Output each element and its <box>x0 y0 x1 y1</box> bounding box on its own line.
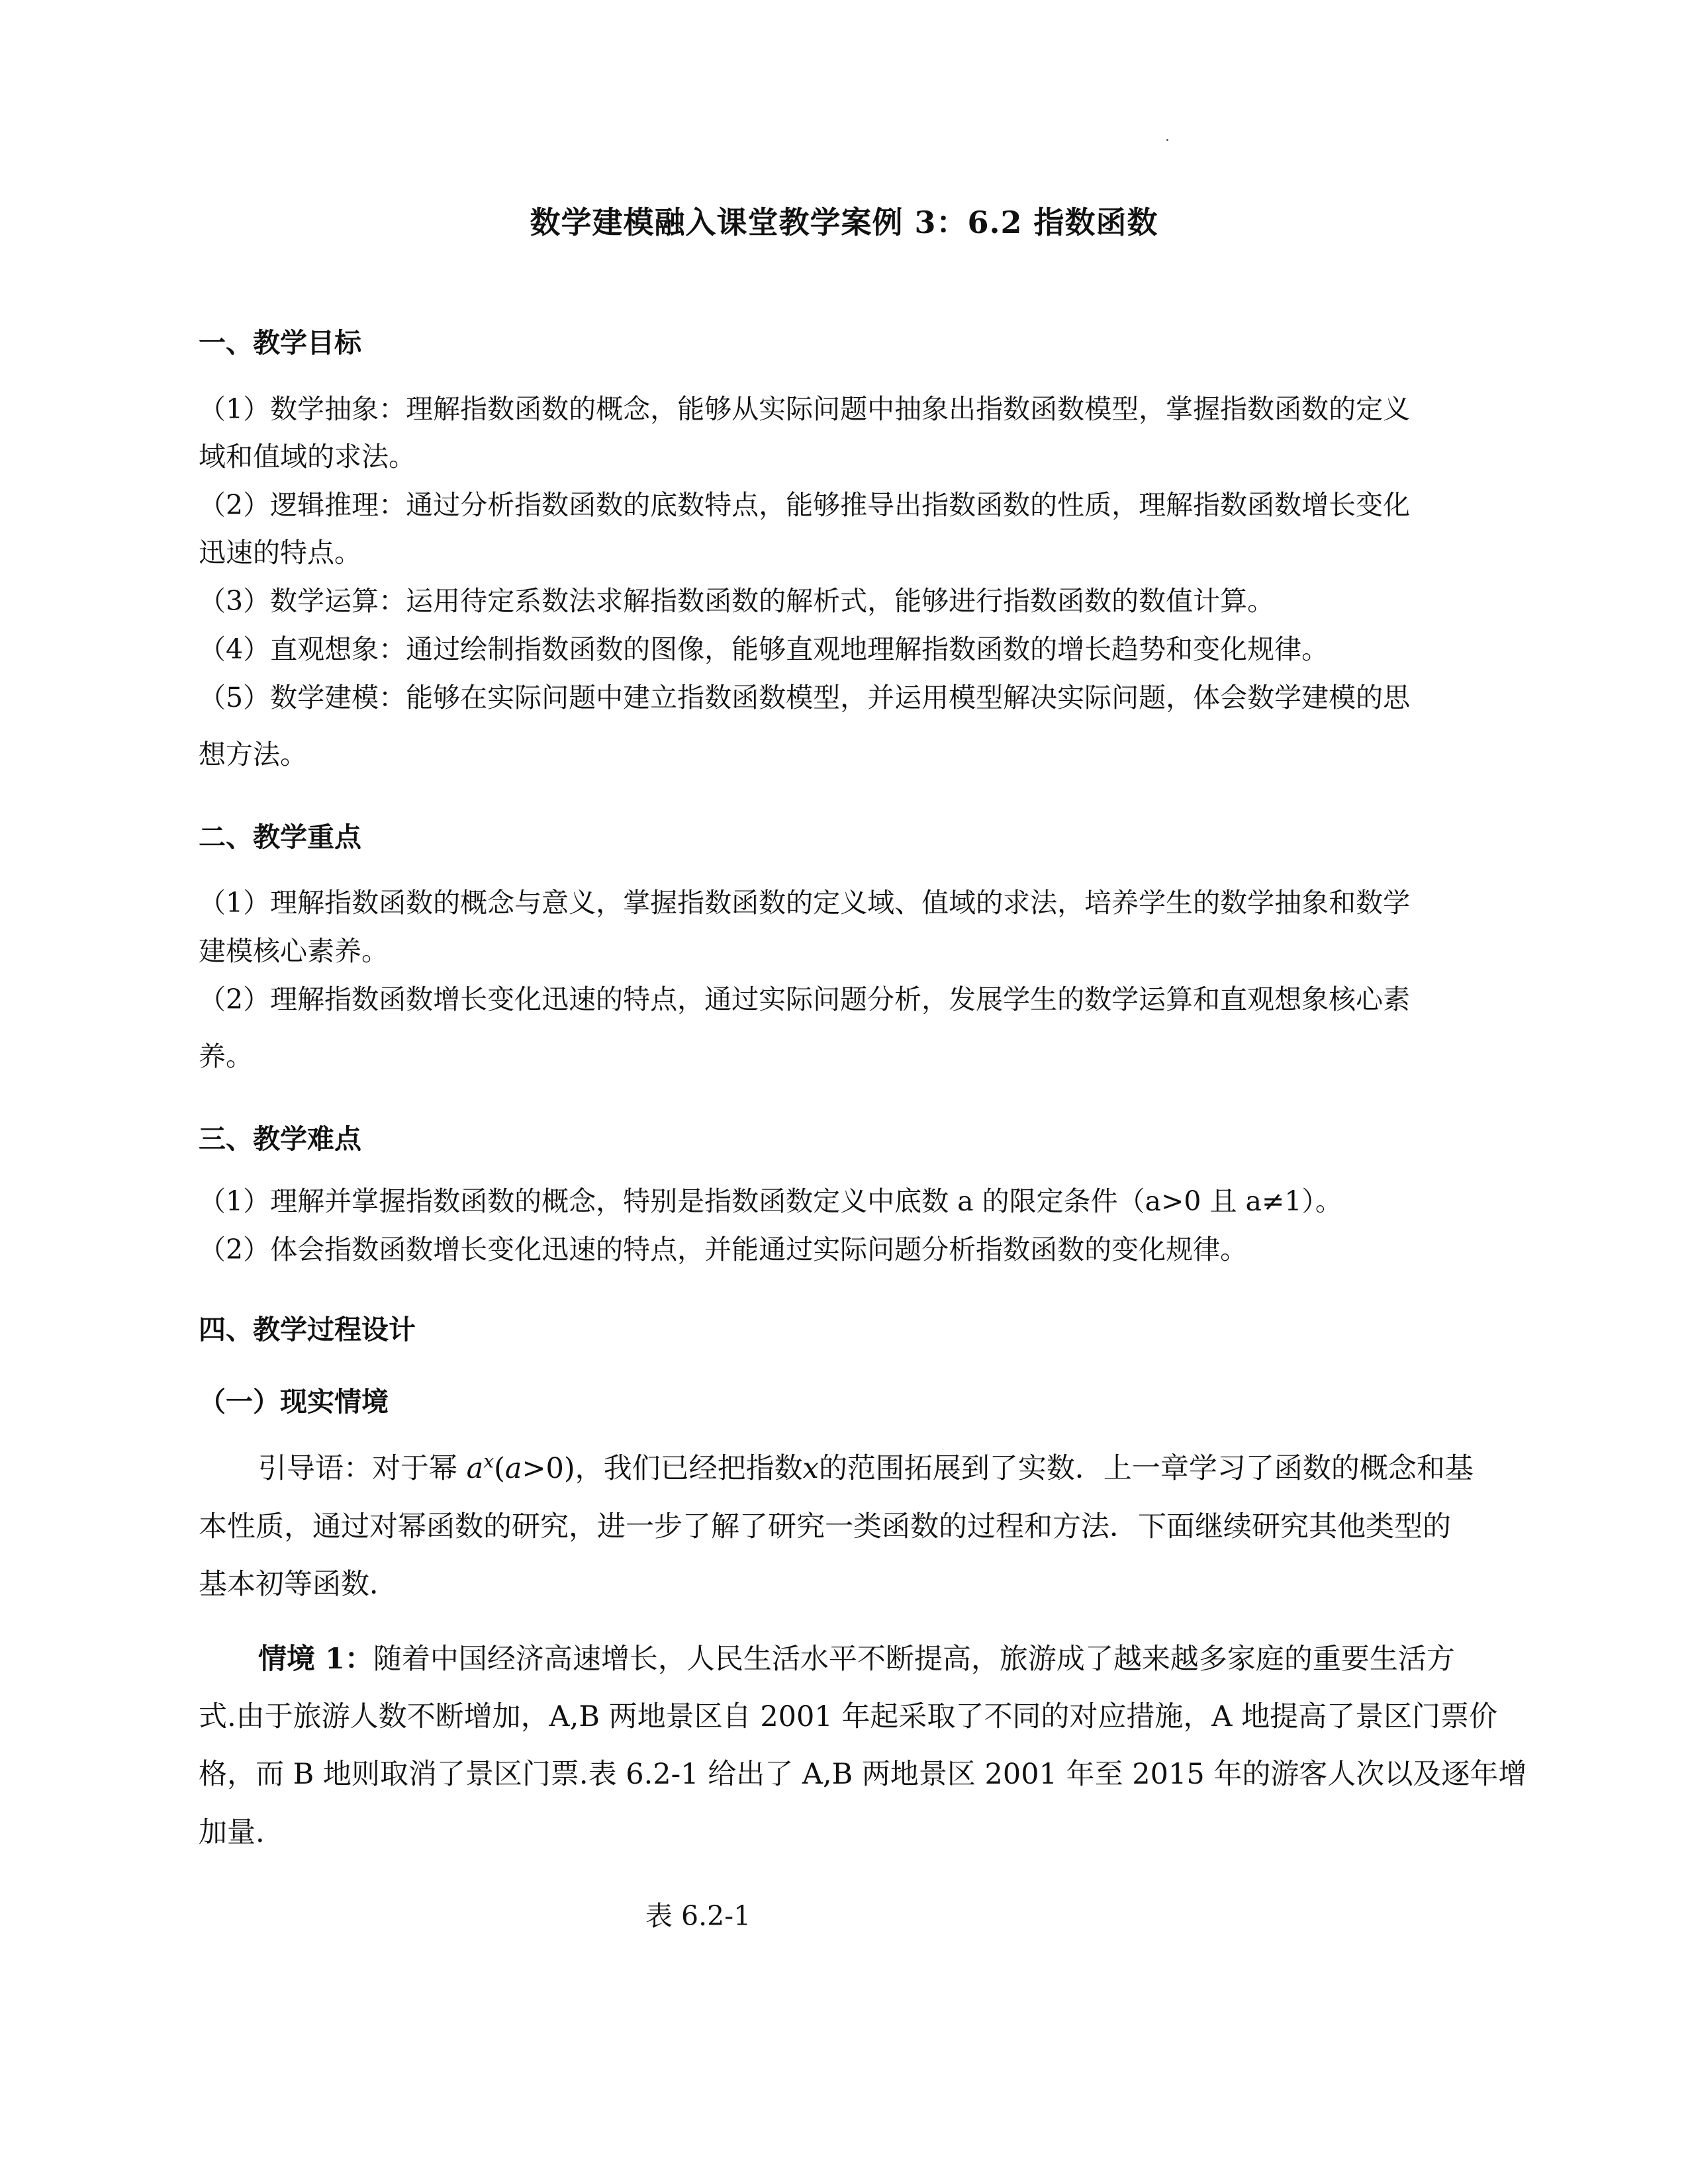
scenario-line-2: 式.由于旅游人数不断增加，A,B 两地景区自 2001 年起采取了不同的对应措施，A 地提高了景区门票价 <box>199 1700 1498 1733</box>
page-title: 数学建模融入课堂教学案例 3：6.2 指数函数 <box>530 205 1158 240</box>
scenario-line-4: 加量. <box>199 1816 265 1849</box>
section-heading-keypoints: 二、教学重点 <box>199 821 361 853</box>
scenario-line-3: 格，而 B 地则取消了景区门票.表 6.2-1 给出了 A,B 两地景区 2001 年至 2015 年的游客人次以及逐年增 <box>199 1758 1527 1791</box>
scenario-line-1: 情境 1：随着中国经济高速增长，人民生活水平不断提高，旅游成了越来越多家庭的重要生活方 <box>258 1643 1455 1676</box>
objectives-line-2: 域和值域的求法。 <box>199 441 416 473</box>
objectives-line-7: （5）数学建模：能够在实际问题中建立指数函数模型，并运用模型解决实际问题，体会数学建模的思 <box>199 682 1411 713</box>
table-caption: 表 6.2-1 <box>645 1900 751 1932</box>
objectives-line-4: 迅速的特点。 <box>199 537 361 569</box>
stray-dot <box>1166 139 1168 141</box>
objectives-line-3: （2）逻辑推理：通过分析指数函数的底数特点，能够推导出指数函数的性质，理解指数函数增长变化 <box>199 489 1411 521</box>
keypoints-line-1: （1）理解指数函数的概念与意义，掌握指数函数的定义域、值域的求法，培养学生的数学抽象和数学 <box>199 887 1411 919</box>
scenario-label: 情境 1： <box>258 1643 373 1676</box>
section-heading-difficulties: 三、教学难点 <box>199 1123 361 1155</box>
difficulties-line-1: （1）理解并掌握指数函数的概念，特别是指数函数定义中底数 a 的限定条件（a>0 且 a≠1）。 <box>199 1185 1342 1217</box>
intro-line-2: 本性质，通过对幂函数的研究，进一步了解了研究一类函数的过程和方法．下面继续研究其他类型的 <box>199 1510 1451 1543</box>
keypoints-line-3: （2）理解指数函数增长变化迅速的特点，通过实际问题分析，发展学生的数学运算和直观想象核心素 <box>199 983 1411 1015</box>
keypoints-line-4: 养。 <box>199 1040 253 1072</box>
objectives-line-5: （3）数学运算：运用待定系数法求解指数函数的解析式，能够进行指数函数的数值计算。 <box>199 585 1275 617</box>
objectives-line-6: （4）直观想象：通过绘制指数函数的图像，能够直观地理解指数函数的增长趋势和变化规律。 <box>199 633 1329 665</box>
difficulties-line-2: （2）体会指数函数增长变化迅速的特点，并能通过实际问题分析指数函数的变化规律。 <box>199 1234 1248 1265</box>
objectives-line-1: （1）数学抽象：理解指数函数的概念，能够从实际问题中抽象出指数函数模型，掌握指数函数的定义 <box>199 393 1411 425</box>
section-heading-process: 四、教学过程设计 <box>199 1314 416 1345</box>
section-heading-objectives: 一、教学目标 <box>199 327 361 359</box>
objectives-line-8: 想方法。 <box>199 739 307 770</box>
keypoints-line-2: 建模核心素养。 <box>199 935 389 967</box>
subsection-heading-real-context: （一）现实情境 <box>199 1386 389 1418</box>
intro-line-1: 引导语：对于幂 $a^x(a>0)$，我们已经把指数x的范围拓展到了实数．上一章学习了函数的概念和基 <box>258 1450 1474 1485</box>
intro-line-3: 基本初等函数． <box>199 1568 398 1601</box>
